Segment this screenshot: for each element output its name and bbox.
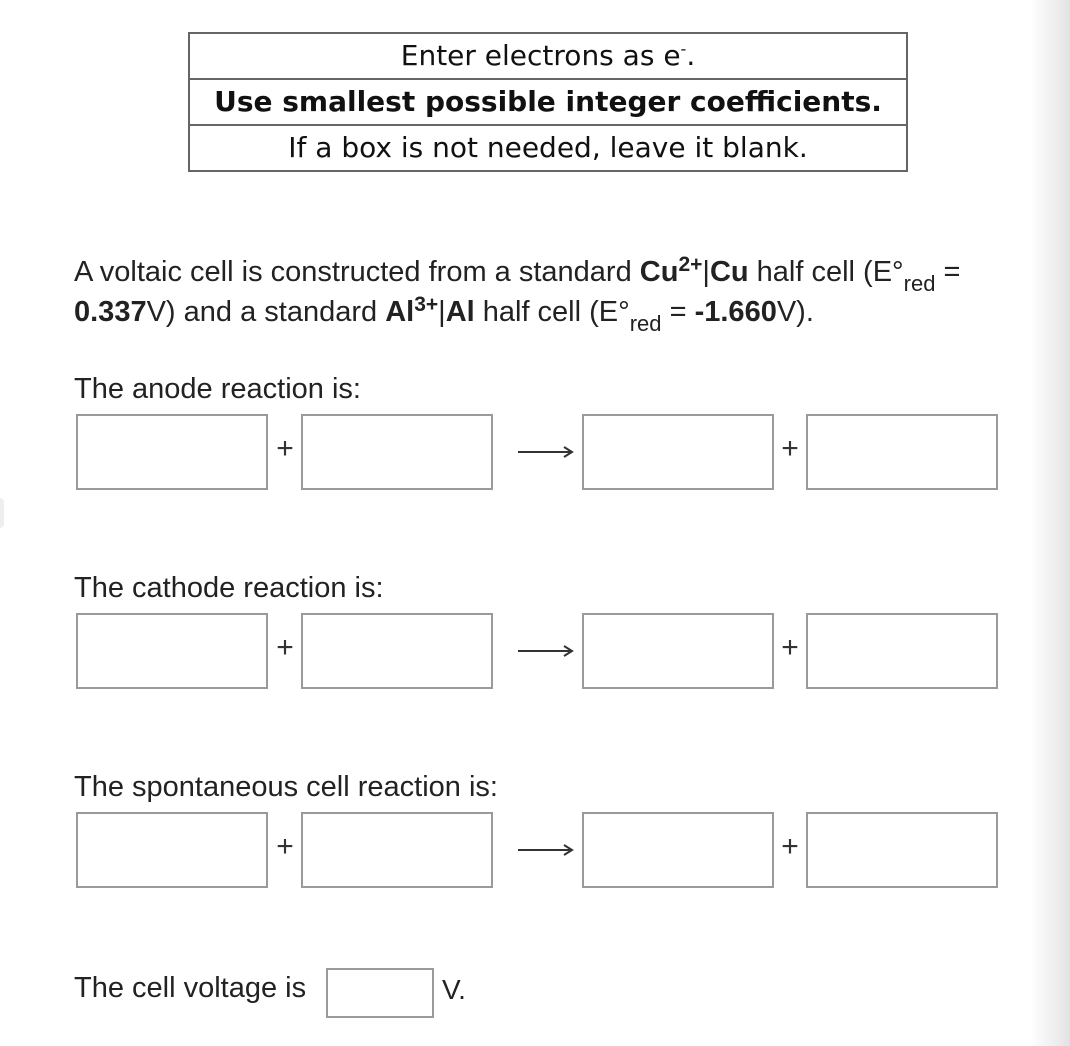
cathode-reactant-2-input[interactable] — [301, 613, 493, 689]
spontaneous-plus-right: + — [781, 830, 799, 863]
cell-voltage-label: The cell voltage is — [74, 972, 307, 1004]
anode-plus-right: + — [781, 432, 799, 465]
cathode-reactant-1-input[interactable] — [76, 613, 268, 689]
problem-statement: A voltaic cell is constructed from a standard $Cu^{2+}|Cu$ half cell $(E^\circ_{red} = 0.337V)$ and a standard $Al^{3+}|Al$ half cell $(E^\circ_{red} = -1.660V)$. — [74, 253, 961, 336]
edge-tab — [0, 498, 4, 528]
spontaneous-equation — [76, 812, 998, 888]
scroll-edge-shade — [1030, 0, 1070, 1046]
instructions-table — [188, 32, 908, 172]
anode-product-1-input[interactable] — [582, 414, 774, 490]
al-potential: -1.660 — [694, 296, 777, 328]
reaction-arrow-icon — [516, 444, 576, 460]
cathode-label: The cathode reaction is: — [74, 572, 384, 604]
cu-half-cell: $Cu^{2+}|Cu$ — [639, 253, 749, 288]
cathode-plus-right: + — [781, 631, 799, 664]
anode-label: The anode reaction is: — [74, 373, 361, 405]
voltage-unit: V. — [442, 974, 466, 1005]
spontaneous-label: The spontaneous cell reaction is: — [74, 771, 498, 803]
reaction-arrow-icon — [516, 842, 576, 858]
spontaneous-reactant-1-input[interactable] — [76, 812, 268, 888]
al-half-cell: $Al^{3+}|Al$ — [385, 293, 475, 328]
instruction-coefficients: Use smallest possible integer coefficients. — [190, 78, 906, 124]
anode-equation — [76, 414, 998, 490]
cathode-plus-left: + — [276, 631, 294, 664]
anode-reactant-1-input[interactable] — [76, 414, 268, 490]
cathode-equation — [76, 613, 998, 689]
cathode-product-2-input[interactable] — [806, 613, 998, 689]
anode-product-2-input[interactable] — [806, 414, 998, 490]
cathode-product-1-input[interactable] — [582, 613, 774, 689]
spontaneous-product-2-input[interactable] — [806, 812, 998, 888]
cell-voltage-input[interactable] — [326, 968, 434, 1018]
instruction-blank-boxes: If a box is not needed, leave it blank. — [190, 124, 906, 170]
reaction-arrow-icon — [516, 643, 576, 659]
spontaneous-product-1-input[interactable] — [582, 812, 774, 888]
anode-reactant-2-input[interactable] — [301, 414, 493, 490]
spontaneous-plus-left: + — [276, 830, 294, 863]
anode-plus-left: + — [276, 432, 294, 465]
instruction-electrons: Enter electrons as e-. — [400, 39, 696, 72]
spontaneous-reactant-2-input[interactable] — [301, 812, 493, 888]
cu-potential: 0.337 — [74, 296, 147, 328]
